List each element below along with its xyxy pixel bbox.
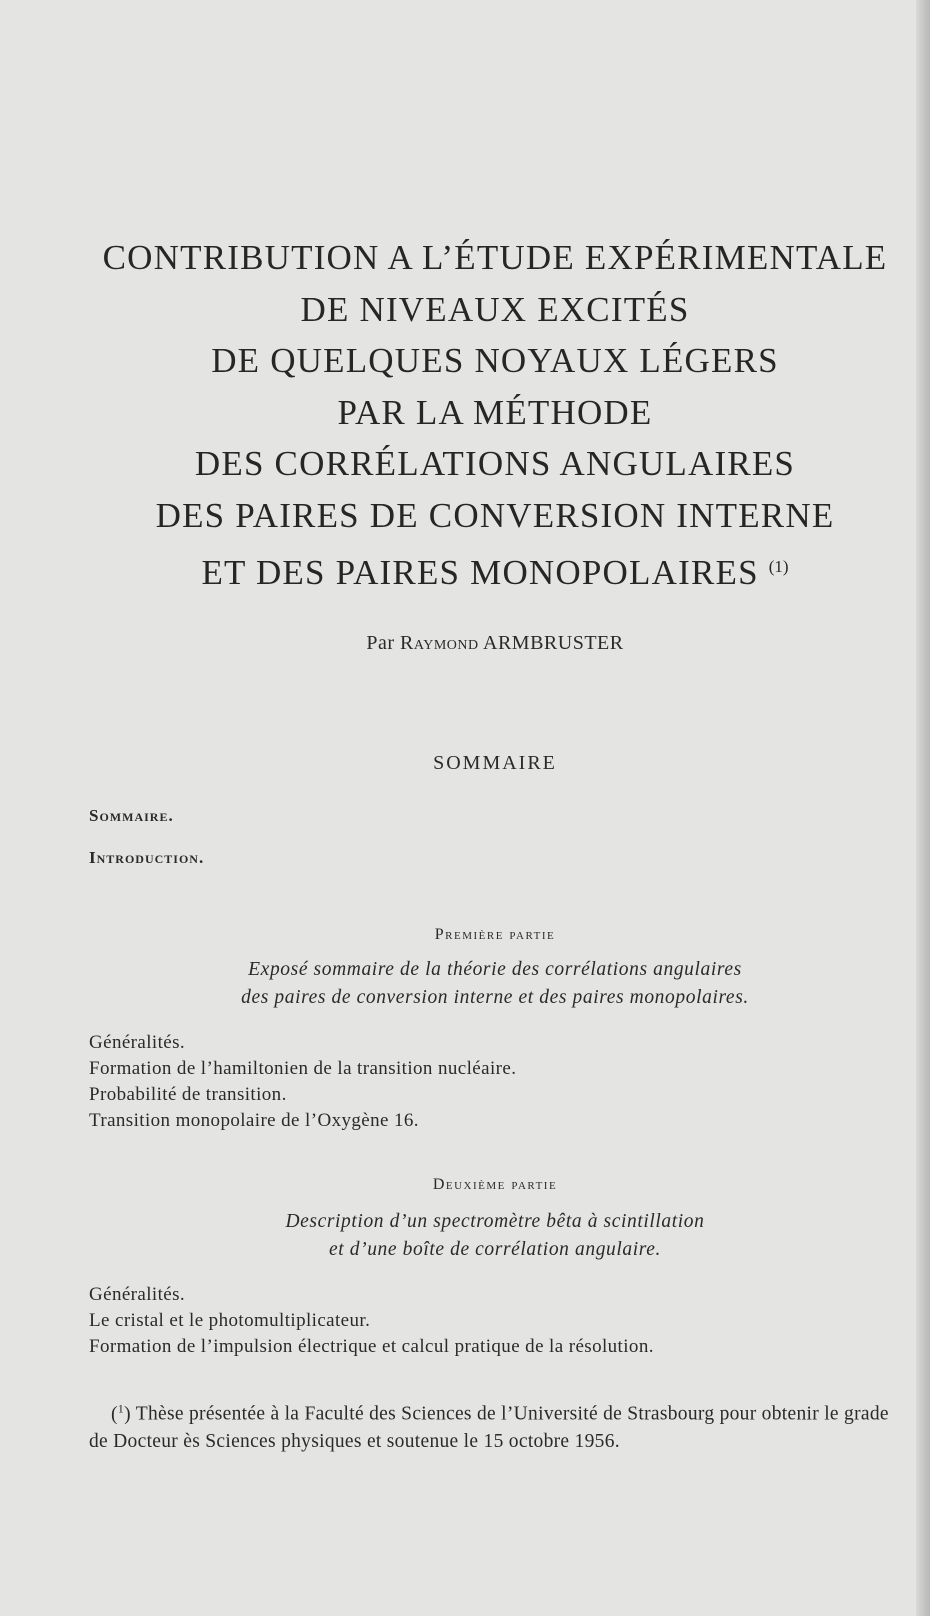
list-item: Probabilité de transition. xyxy=(89,1084,287,1105)
part-items xyxy=(89,1282,654,1360)
title-line: CONTRIBUTION A L’ÉTUDE EXPÉRIMENTALE xyxy=(102,238,888,277)
part-subtitle-line: Exposé sommaire de la théorie des corrélations angulaires xyxy=(248,959,742,980)
page-edge-shadow xyxy=(916,0,930,1616)
author-line xyxy=(80,632,910,655)
footnote-mark: 1 xyxy=(117,1401,125,1415)
part-subtitle-line: Description d’un spectromètre bêta à scintillation xyxy=(285,1211,705,1232)
title-line: DE QUELQUES NOYAUX LÉGERS xyxy=(211,341,779,380)
title-line: DES PAIRES DE CONVERSION INTERNE xyxy=(155,495,835,535)
footnote-indent: ($^1$) xyxy=(111,1401,131,1425)
list-item: Formation de l’hamiltonien de la transition nucléaire. xyxy=(89,1058,517,1079)
summary-heading: SOMMAIRE xyxy=(433,752,557,774)
list-item: Généralités. xyxy=(89,1284,186,1305)
footnote-text: Thèse présentée à la Faculté des Sciences de l’Université de Strasbourg pour obtenir le grade de Docteur ès Sciences physiques et soutenue le 15 octobre 1956. xyxy=(89,1403,889,1452)
footnote xyxy=(89,1395,909,1455)
title-footnote-mark: (1) xyxy=(768,557,789,576)
part-heading: Deuxième partie xyxy=(432,1176,558,1193)
title-line-last xyxy=(80,541,910,599)
title-line: PAR LA MÉTHODE xyxy=(337,392,653,432)
part-subtitle-line: et d’une boîte de corrélation angulaire. xyxy=(329,1239,661,1260)
title-line: DE NIVEAUX EXCITÉS xyxy=(300,289,690,329)
title-line: DES CORRÉLATIONS ANGULAIRES xyxy=(194,444,796,483)
part-subtitle-line: des paires de conversion interne et des paires monopolaires. xyxy=(241,987,749,1008)
toc-item-sommaire: Sommaire. xyxy=(89,806,174,825)
list-item: Généralités. xyxy=(89,1032,186,1053)
list-item: Transition monopolaire de l’Oxygène 16. xyxy=(89,1110,419,1131)
part-subtitle xyxy=(80,1208,910,1264)
part-subtitle xyxy=(80,956,910,1012)
list-item: Le cristal et le photomultiplicateur. xyxy=(89,1310,371,1331)
title-line-text: ET DES PAIRES MONOPOLAIRES xyxy=(201,553,759,592)
author-first-name: Raymond xyxy=(400,632,479,654)
thesis-title xyxy=(80,232,910,599)
part-heading: Première partie xyxy=(434,926,556,943)
part-items xyxy=(89,1030,516,1134)
list-item: Formation de l’impulsion électrique et calcul pratique de la résolution. xyxy=(89,1336,654,1357)
toc-item-introduction: Introduction. xyxy=(89,848,205,867)
author-prefix: Par xyxy=(366,632,395,654)
author-last-name: ARMBRUSTER xyxy=(483,632,624,654)
